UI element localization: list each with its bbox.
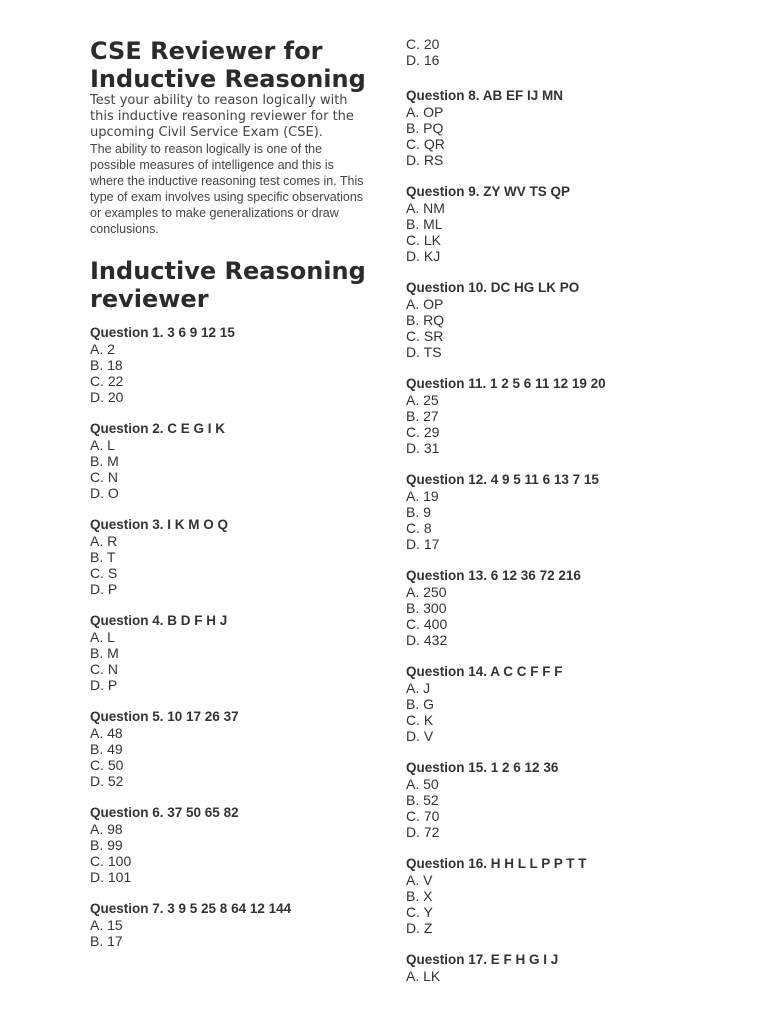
- answer-option: A. NM: [406, 200, 445, 216]
- question-block: [406, 184, 736, 264]
- question-block: [406, 856, 736, 936]
- question-block: [406, 280, 736, 360]
- question-block: [406, 952, 736, 984]
- answer-option: C. QR: [406, 136, 445, 152]
- question-title: Question 4. B D F H J: [90, 613, 228, 628]
- answer-option: C. 50: [90, 757, 124, 773]
- question-block: [406, 568, 736, 648]
- answer-option: C. 70: [406, 808, 440, 824]
- question-title: Question 16. H H L L P P T T: [406, 856, 587, 871]
- answer-option: B. 52: [406, 792, 439, 808]
- question-title: Question 13. 6 12 36 72 216: [406, 568, 581, 583]
- question-block: [406, 760, 736, 840]
- page-title: CSE Reviewer for Inductive Reasoning: [90, 37, 366, 93]
- answer-option: A. L: [90, 629, 115, 645]
- answer-option: B. 9: [406, 504, 431, 520]
- question-title: Question 6. 37 50 65 82: [90, 805, 239, 820]
- answer-option: A. LK: [406, 968, 441, 984]
- answer-option: D. V: [406, 728, 434, 744]
- answer-option: B. PQ: [406, 120, 444, 136]
- question-block: [90, 805, 370, 885]
- question-title: Question 17. E F H G I J: [406, 952, 559, 967]
- answer-option: B. G: [406, 696, 435, 712]
- answer-option: D. TS: [406, 344, 442, 360]
- question-title: Question 15. 1 2 6 12 36: [406, 760, 559, 775]
- question-block: [90, 901, 370, 949]
- answer-option: C. 8: [406, 520, 432, 536]
- answer-option: A. 19: [406, 488, 439, 504]
- answer-option: C. 29: [406, 424, 440, 440]
- answer-option: D. 20: [90, 389, 124, 405]
- answer-option: C. N: [90, 661, 118, 677]
- answer-option: D. Z: [406, 920, 433, 936]
- answer-option: A. OP: [406, 296, 444, 312]
- answer-option: A. OP: [406, 104, 444, 120]
- answer-option: B. M: [90, 645, 119, 661]
- answer-option: B. 18: [90, 357, 123, 373]
- answer-option: A. 250: [406, 584, 447, 600]
- question-title: Question 12. 4 9 5 11 6 13 7 15: [406, 472, 599, 487]
- answer-option: D. RS: [406, 152, 444, 168]
- question-title: Question 10. DC HG LK PO: [406, 280, 580, 295]
- question-title: Question 7. 3 9 5 25 8 64 12 144: [90, 901, 292, 916]
- answer-option: D. 31: [406, 440, 440, 456]
- answer-option: D. P: [90, 581, 118, 597]
- answer-option: A. 25: [406, 392, 439, 408]
- answer-option: D. 72: [406, 824, 440, 840]
- answer-option: B. T: [90, 549, 116, 565]
- continued-options: [406, 36, 736, 68]
- question-title: Question 5. 10 17 26 37: [90, 709, 239, 724]
- answer-option: B. 17: [90, 933, 123, 949]
- right-column: [406, 0, 736, 984]
- answer-option: D. 432: [406, 632, 448, 648]
- left-column: [90, 0, 370, 949]
- answer-option: C. 100: [90, 853, 132, 869]
- answer-option: C. LK: [406, 232, 442, 248]
- answer-option: C. N: [90, 469, 118, 485]
- question-block: [90, 325, 370, 405]
- answer-option: B. X: [406, 888, 433, 904]
- answer-option: B. 27: [406, 408, 439, 424]
- answer-option: A. 2: [90, 341, 115, 357]
- answer-option: C. Y: [406, 904, 433, 920]
- answer-option: B. 99: [90, 837, 123, 853]
- question-list-left: [90, 325, 370, 949]
- answer-option: A. J: [406, 680, 431, 696]
- answer-option: B. 300: [406, 600, 447, 616]
- answer-option: A. 15: [90, 917, 123, 933]
- answer-option: C. K: [406, 712, 434, 728]
- intro-paragraph: Test your ability to reason logically with this inductive reasoning reviewer for the upcoming Civil Service Exam (CSE).: [90, 93, 354, 140]
- answer-option: C. 22: [90, 373, 124, 389]
- question-title: Question 3. I K M O Q: [90, 517, 229, 532]
- question-block: [90, 421, 370, 501]
- question-list-right: [406, 88, 736, 984]
- question-block: [406, 88, 736, 168]
- answer-option: B. RQ: [406, 312, 445, 328]
- question-block: [406, 472, 736, 552]
- answer-option: A. V: [406, 872, 433, 888]
- answer-option: A. 50: [406, 776, 439, 792]
- answer-option: C. 20: [406, 36, 440, 52]
- question-title: Question 2. C E G I K: [90, 421, 226, 436]
- answer-option: D. 16: [406, 52, 440, 68]
- answer-option: D. KJ: [406, 248, 441, 264]
- question-block: [406, 376, 736, 456]
- question-title: Question 9. ZY WV TS QP: [406, 184, 571, 199]
- question-title: Question 14. A C C F F F: [406, 664, 563, 679]
- intro-description: The ability to reason logically is one of the possible measures of intelligence and this is where the inductive reasoning test comes in. This type of exam involves using specific observations or examples to make generalizations or draw conclusions.: [90, 142, 364, 236]
- answer-option: A. R: [90, 533, 118, 549]
- answer-option: A. 98: [90, 821, 123, 837]
- answer-option: B. 49: [90, 741, 123, 757]
- answer-option: C. 400: [406, 616, 448, 632]
- answer-option: D. P: [90, 677, 118, 693]
- answer-option: D. O: [90, 485, 119, 501]
- answer-option: D. 52: [90, 773, 124, 789]
- question-block: [90, 613, 370, 693]
- question-block: [406, 664, 736, 744]
- answer-option: C. SR: [406, 328, 444, 344]
- question-block: [90, 709, 370, 789]
- answer-option: D. 17: [406, 536, 440, 552]
- section-title: Inductive Reasoning reviewer: [90, 257, 366, 313]
- answer-option: A. L: [90, 437, 115, 453]
- answer-option: B. M: [90, 453, 119, 469]
- answer-option: A. 48: [90, 725, 123, 741]
- question-title: Question 1. 3 6 9 12 15: [90, 325, 235, 340]
- question-block: [90, 517, 370, 597]
- answer-option: D. 101: [90, 869, 132, 885]
- question-title: Question 11. 1 2 5 6 11 12 19 20: [406, 376, 606, 391]
- question-title: Question 8. AB EF IJ MN: [406, 88, 564, 103]
- answer-option: C. S: [90, 565, 118, 581]
- answer-option: B. ML: [406, 216, 443, 232]
